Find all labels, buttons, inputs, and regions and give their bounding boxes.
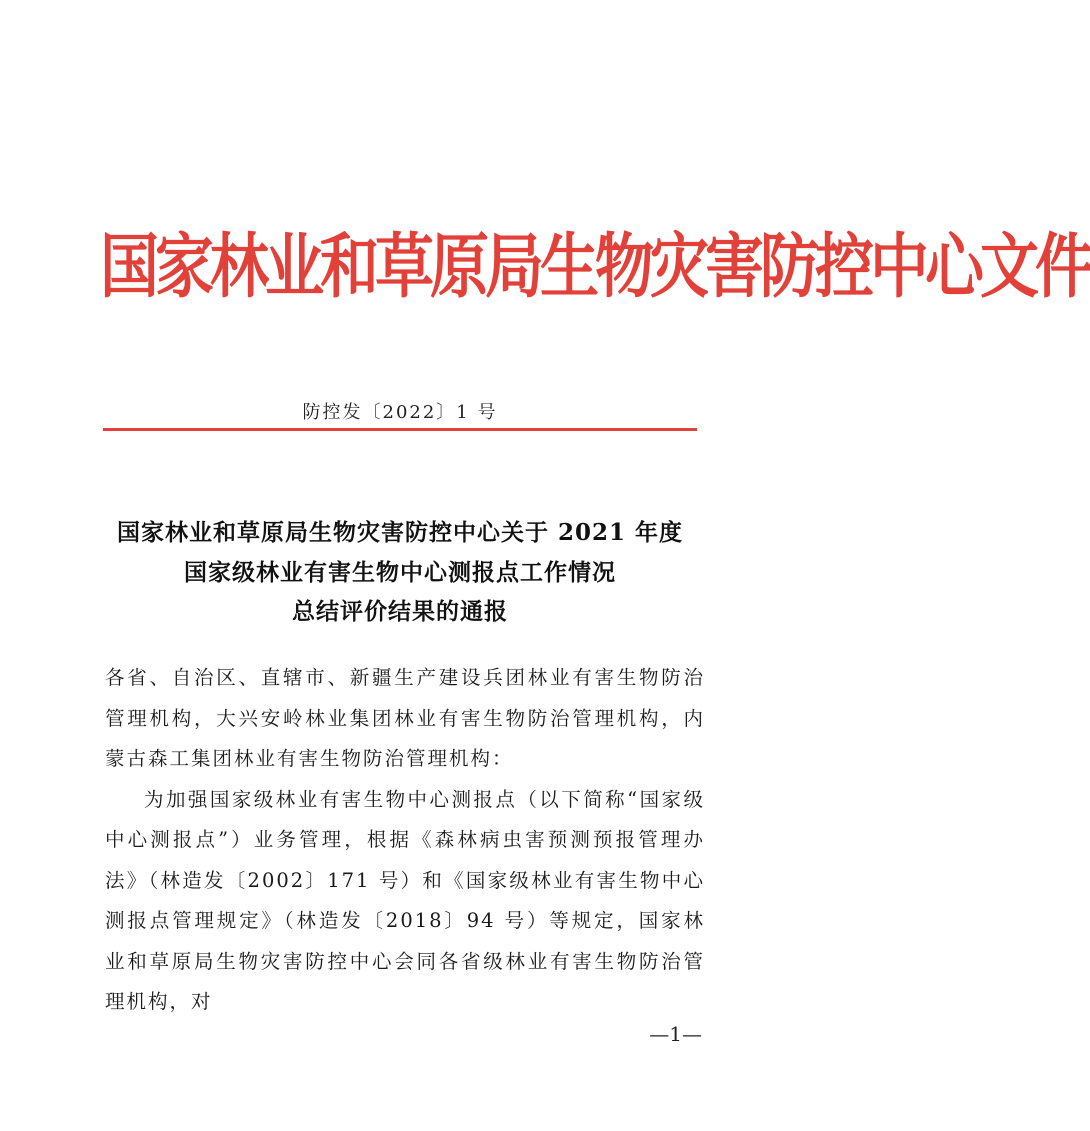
notice-title-line-3: 总结评价结果的通报	[292, 598, 508, 625]
page-number: —1—	[649, 1022, 702, 1046]
addressee-paragraph: 各省、自治区、直辖市、新疆生产建设兵团林业有害生物防治管理机构，大兴安岭林业集团林业有害生物防治管理机构，内蒙古森工集团林业有害生物防治管理机构：	[105, 666, 705, 770]
body-text	[105, 658, 705, 1023]
notice-title-line-2: 国家级林业有害生物中心测报点工作情况	[184, 559, 616, 586]
notice-title-line-1: 国家林业和草原局生物灾害防控中心关于 2021 年度	[116, 519, 684, 546]
red-divider	[103, 428, 697, 431]
body-paragraph: 为加强国家级林业有害生物中心测报点（以下简称“国家级中心测报点”）业务管理，根据《森林病虫害预测预报管理办法》（林造发〔2002〕171 号）和《国家级林业有害生物中心测报点管理规定》（林造发〔2018〕94 号）等规定，国家林业和草原局生物灾害防控中心会同各省级林业有害生物防治管理机构，对	[105, 787, 705, 1013]
document-number: 防控发〔2022〕1 号	[302, 402, 498, 423]
masthead-title: 国家林业和草原局生物灾害防控中心文件	[100, 225, 1090, 308]
